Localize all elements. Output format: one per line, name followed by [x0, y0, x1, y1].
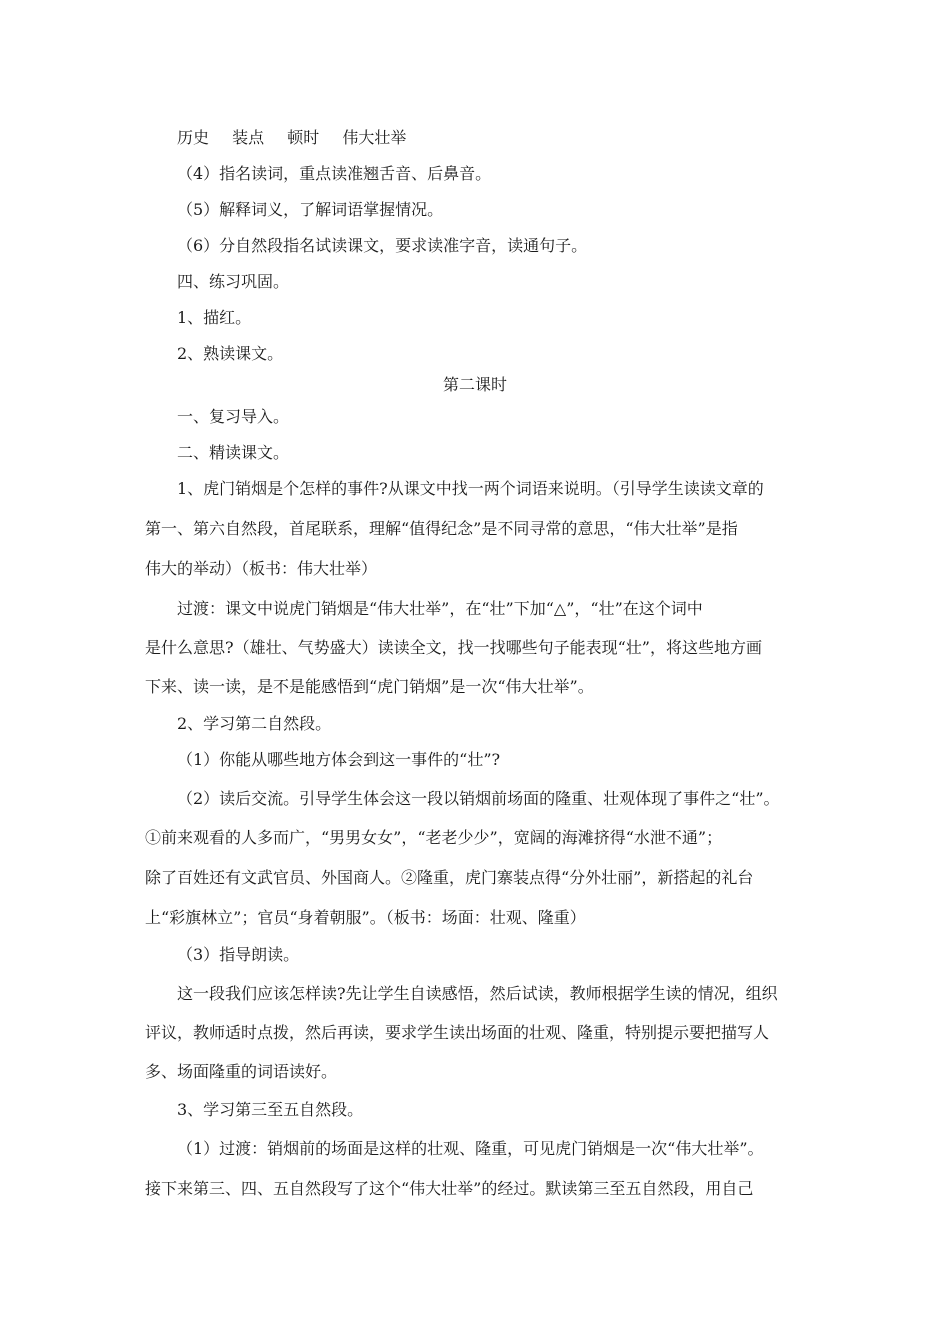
vocab-word: 装点: [232, 128, 265, 147]
paragraph-line: 上“彩旗林立”；官员“身着朝服”。（板书：场面：壮观、隆重）: [145, 908, 586, 927]
section-heading: 一、复习导入。: [177, 407, 290, 426]
section-heading: 二、精读课文。: [177, 443, 290, 462]
paragraph-line: 多、场面隆重的词语读好。: [145, 1062, 338, 1081]
paragraph-line: 伟大的举动）（板书：伟大壮举）: [145, 559, 378, 578]
vocab-word: 顿时: [287, 128, 320, 147]
paragraph-line: 除了百姓还有文武官员、外国商人。②隆重，虎门寨装点得“分外壮丽”，新搭起的礼台: [145, 868, 754, 887]
vocab-word: 历史: [177, 128, 210, 147]
paragraph-line: 1、虎门销烟是个怎样的事件?从课文中找一两个词语来说明。（引导学生读读文章的: [177, 479, 764, 498]
paragraph-line: 接下来第三、四、五自然段写了这个“伟大壮举”的经过。默读第三至五自然段，用自己: [145, 1179, 754, 1198]
paragraph-line: 这一段我们应该怎样读?先让学生自读感悟，然后试读，教师根据学生读的情况，组织: [177, 984, 778, 1003]
paragraph-line: ①前来观看的人多而广，“男男女女”，“老老少少”，宽阔的海滩挤得“水泄不通”；: [145, 828, 723, 847]
lesson-heading: 第二课时: [442, 375, 507, 394]
paragraph-line: 评议，教师适时点拨，然后再读，要求学生读出场面的壮观、隆重，特别提示要把描写人: [145, 1023, 770, 1042]
paragraph-line: （3）指导朗读。: [177, 945, 300, 964]
paragraph-line: （5）解释词义，了解词语掌握情况。: [177, 200, 444, 219]
paragraph-line: （6）分自然段指名试读课文，要求读准字音，读通句子。: [177, 236, 588, 255]
paragraph-line: （1）过渡：销烟前的场面是这样的壮观、隆重，可见虎门销烟是一次“伟大壮举”。: [177, 1139, 764, 1158]
paragraph-line: 过渡：课文中说虎门销烟是“伟大壮举”，在“壮”下加“△”，“壮”在这个词中: [177, 599, 703, 618]
paragraph-line: 2、熟读课文。: [177, 344, 284, 363]
paragraph-line: 第一、第六自然段，首尾联系，理解“值得纪念”是不同寻常的意思，“伟大壮举”是指: [145, 519, 738, 538]
paragraph-line: 1、描红。: [177, 308, 252, 327]
paragraph-line: （1）你能从哪些地方体会到这一事件的“壮”?: [177, 750, 501, 769]
vocab-word: 伟大壮举: [342, 128, 407, 147]
paragraph-line: （2）读后交流。引导学生体会这一段以销烟前场面的隆重、壮观体现了事件之“壮”。: [177, 789, 780, 808]
paragraph-line: 下来、读一读，是不是能感悟到“虎门销烟”是一次“伟大壮举”。: [145, 677, 594, 696]
vocab-line: [0, 127, 950, 149]
section-heading: 四、练习巩固。: [177, 272, 290, 291]
paragraph-line: 3、学习第三至五自然段。: [177, 1100, 364, 1119]
paragraph-line: 2、学习第二自然段。: [177, 714, 332, 733]
paragraph-line: 是什么意思?（雄壮、气势盛大）读读全文，找一找哪些句子能表现“壮”，将这些地方画: [145, 638, 762, 657]
paragraph-line: （4）指名读词，重点读准翘舌音、后鼻音。: [177, 164, 492, 183]
